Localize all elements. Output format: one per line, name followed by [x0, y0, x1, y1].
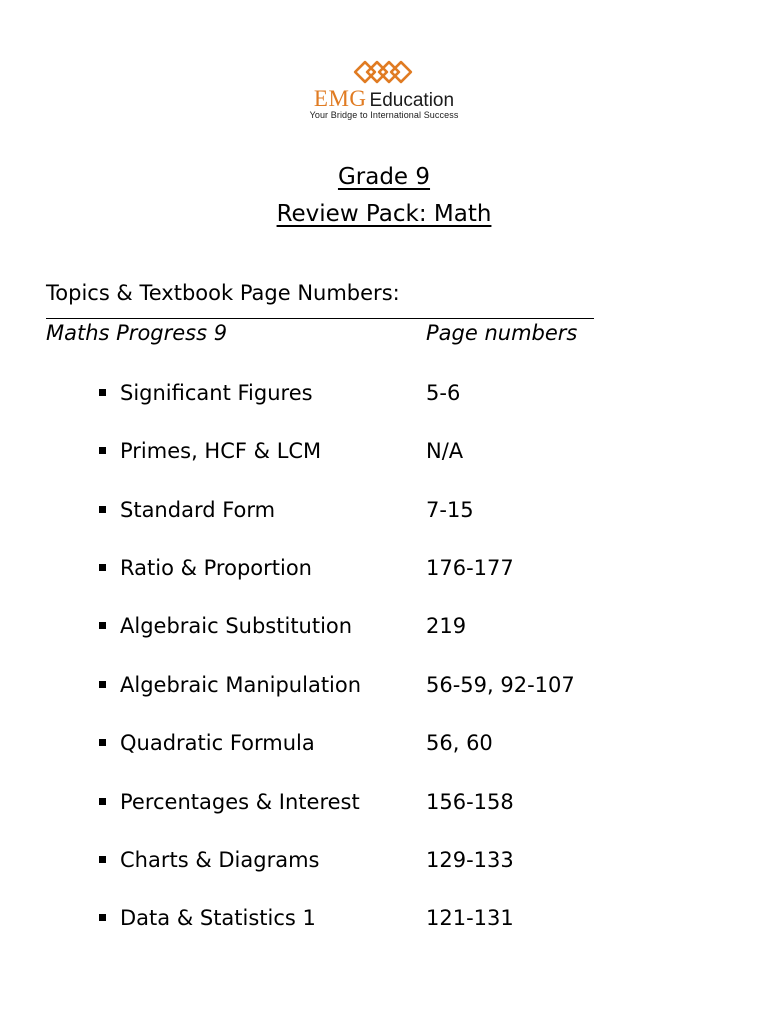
- page-numbers: 5-6: [426, 381, 461, 405]
- review-pack-title: Review Pack: Math: [276, 201, 492, 227]
- list-item: [0, 495, 768, 525]
- bullet-icon: [99, 681, 106, 688]
- topic-name: Algebraic Manipulation: [120, 673, 362, 697]
- topic-name: Quadratic Formula: [120, 731, 315, 755]
- list-item: [0, 553, 768, 583]
- page-numbers: 56, 60: [426, 731, 493, 755]
- logo-name: Education: [369, 90, 455, 111]
- logo-links-icon: [353, 56, 415, 88]
- page-numbers: N/A: [426, 439, 464, 463]
- topics-heading: Topics & Textbook Page Numbers:: [46, 281, 400, 305]
- grade-title: Grade 9: [337, 164, 431, 190]
- list-item: [0, 845, 768, 875]
- bullet-icon: [99, 389, 106, 396]
- topic-name: Significant Figures: [120, 381, 313, 405]
- list-item: [0, 787, 768, 817]
- list-item: [0, 611, 768, 641]
- bullet-icon: [99, 506, 106, 513]
- bullet-icon: [99, 798, 106, 805]
- page-numbers: 219: [426, 614, 467, 638]
- bullet-icon: [99, 739, 106, 746]
- logo-wordmark: [0, 86, 768, 112]
- bullet-icon: [99, 564, 106, 571]
- page-numbers: 129-133: [426, 848, 514, 872]
- list-item: [0, 436, 768, 466]
- topic-name: Primes, HCF & LCM: [120, 439, 322, 463]
- topic-name: Data & Statistics 1: [120, 906, 316, 930]
- page-numbers: 176-177: [426, 556, 514, 580]
- list-item: [0, 728, 768, 758]
- bullet-icon: [99, 914, 106, 921]
- topic-name: Algebraic Substitution: [120, 614, 353, 638]
- topic-name: Ratio & Proportion: [120, 556, 312, 580]
- bullet-icon: [99, 856, 106, 863]
- list-item: [0, 670, 768, 700]
- topic-name: Percentages & Interest: [120, 790, 360, 814]
- column-header-book: Maths Progress 9: [46, 321, 228, 345]
- logo-tagline: Your Bridge to International Success: [309, 110, 459, 120]
- list-item: [0, 903, 768, 933]
- topic-name: Charts & Diagrams: [120, 848, 320, 872]
- table-header: [46, 318, 594, 345]
- logo-brand: EMG: [313, 86, 367, 111]
- page-numbers: 121-131: [426, 906, 514, 930]
- bullet-icon: [99, 447, 106, 454]
- page-numbers: 56-59, 92-107: [426, 673, 575, 697]
- page-numbers: 7-15: [426, 498, 474, 522]
- list-item: [0, 378, 768, 408]
- column-header-pages: Page numbers: [426, 321, 578, 345]
- page-numbers: 156-158: [426, 790, 514, 814]
- emg-logo: [0, 56, 768, 120]
- bullet-icon: [99, 622, 106, 629]
- topic-name: Standard Form: [120, 498, 276, 522]
